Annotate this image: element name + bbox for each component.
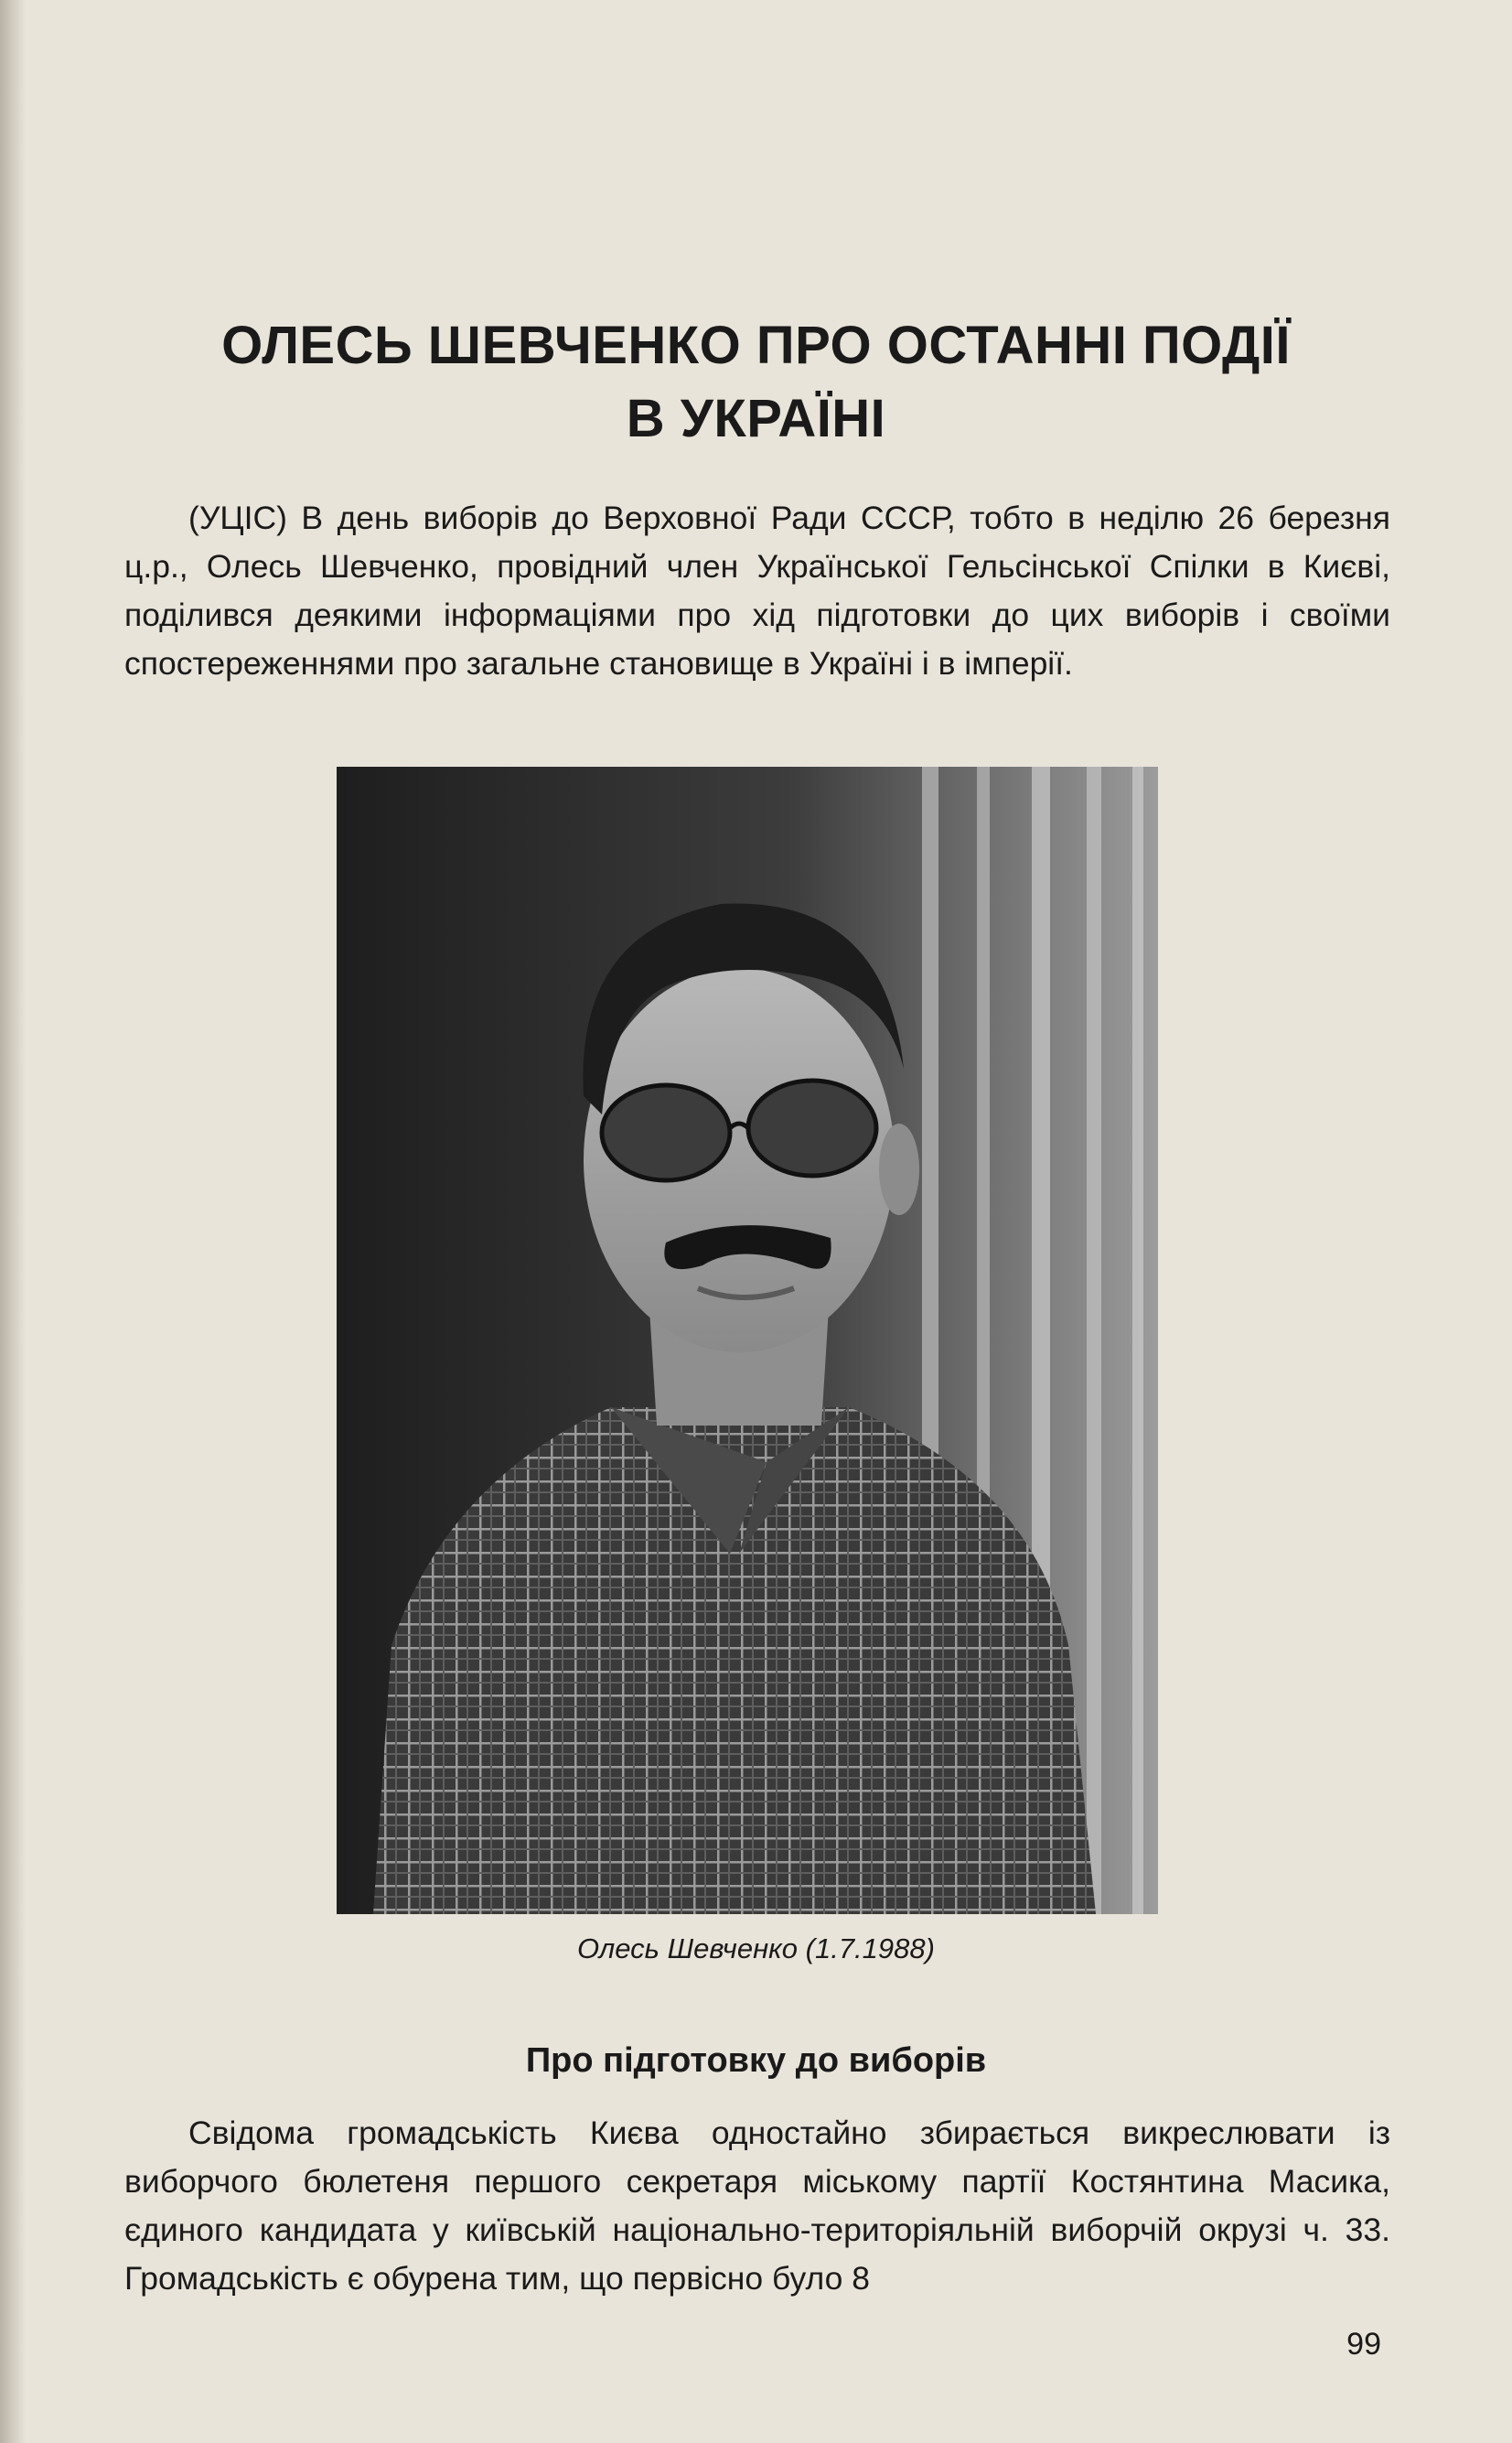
article-title-line-1: ОЛЕСЬ ШЕВЧЕНКО ПРО ОСТАННІ ПОДІЇ <box>221 316 1291 375</box>
page-edge-shadow <box>0 0 26 2443</box>
portrait-illustration <box>337 767 1158 1914</box>
page-number: 99 <box>1346 2327 1381 2362</box>
article-title <box>183 309 1329 456</box>
article-title-line-2: В УКРАЇНІ <box>626 389 886 448</box>
photo-caption: Олесь Шевченко (1.7.1988) <box>577 1932 935 1964</box>
section-subheading: Про підготовку до виборів <box>525 2041 987 2080</box>
portrait-photo <box>337 767 1158 1914</box>
body-paragraph: Свідома громадськість Києва одностайно збирається викреслювати із виборчого бюлетеня першого секретаря міському партії Костянтина Масика, єдиного кандидата у київській національно-територіяльній виборчій окрузі ч. 33. Громадськість є обурена тим, що первісно було 8 <box>124 2115 1390 2297</box>
intro-paragraph: (УЦІС) В день виборів до Верховної Ради СССР, тобто в неділю 26 березня ц.р., Олесь Шевченко, провідний член Української Гельсінської Спілки в Києві, поділився деякими інформаціями про хід підготовки до цих виборів і своїми спостереженнями про загальне становище в Україні і в імперії. <box>124 500 1390 682</box>
